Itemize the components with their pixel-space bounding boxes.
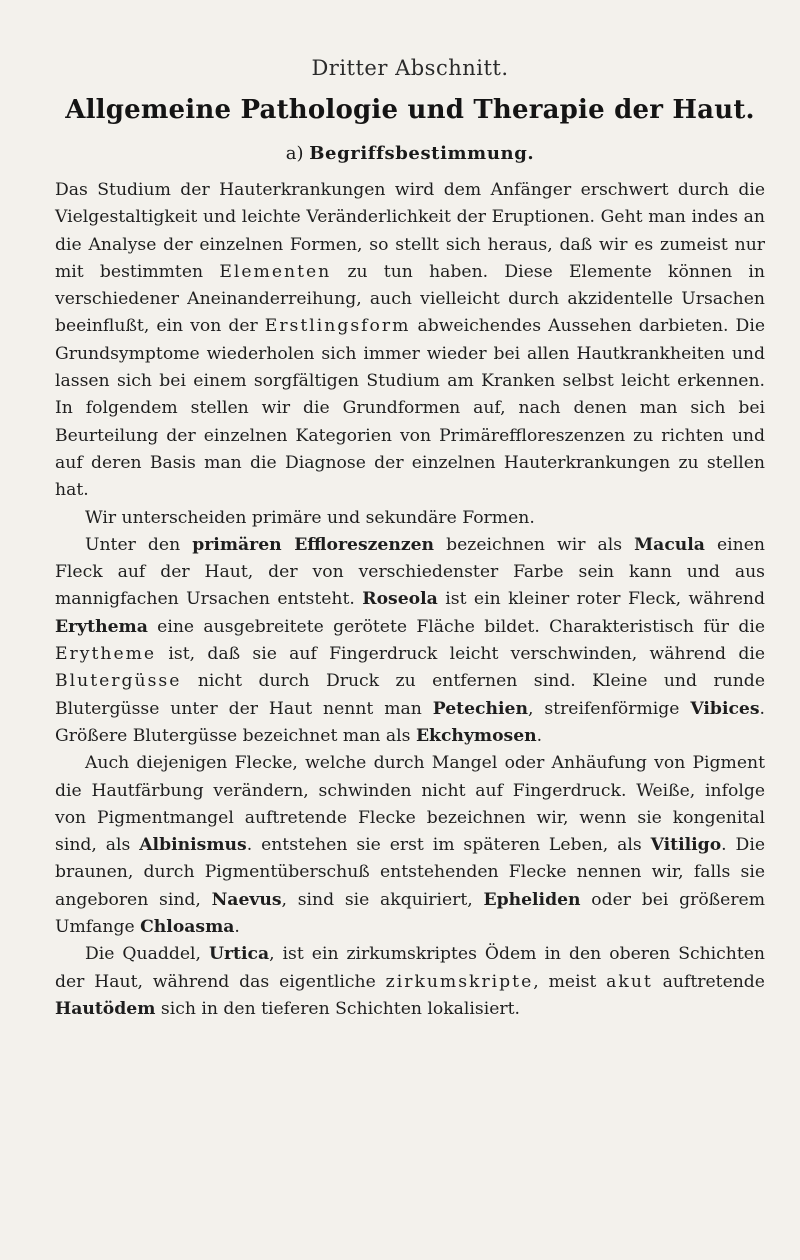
text-run: Wir unterscheiden primäre und sekundäre Formen. [85, 507, 535, 528]
term-bold: primären Effloreszenzen [192, 534, 435, 555]
paragraph [55, 750, 765, 941]
text-run: . Größere Blutergüsse bezeichnet man als [55, 698, 766, 746]
term-bold: Vitiligo [650, 835, 722, 856]
term-spaced: zirkumskripte [385, 971, 534, 992]
term-bold: Ekchymosen [415, 725, 537, 746]
text-run: Auch diejenigen Flecke, welche durch Mangel oder Anhäufung von Pigment die Hautfärbung verändern, schwinden nicht auf Fingerdruck. Weiße, infolge von Pigmentmangel auftretende Flecke bezeichnen wir, wenn sie kongenital sind, als [55, 753, 765, 856]
text-run: . Die braunen, durch Pigmentüberschuß entstehenden Flecke nennen wir, falls sie angeboren sind, [55, 835, 765, 910]
chapter-title: Allgemeine Pathologie und Therapie der Haut. [65, 95, 755, 125]
text-run: . entstehen sie erst im späteren Leben, als [246, 835, 651, 856]
text-run: auftretende [652, 971, 765, 992]
term-spaced: Blutergüsse [55, 671, 182, 692]
term-bold: Epheliden [483, 889, 581, 910]
section-label: a) [285, 143, 304, 164]
text-run: , streifenförmige [527, 698, 691, 719]
body-text [55, 177, 765, 1023]
text-run: nicht durch Druck zu entfernen sind. Kleine und runde Blutergüsse unter der Haut nennt man [55, 671, 765, 719]
text-run: einen Fleck auf der Haut, der von verschiedenster Farbe sein kann und aus mannigfachen Ursachen entsteht. [55, 534, 765, 610]
text-run: ist, daß sie auf Fingerdruck leicht verschwinden, während die [156, 644, 765, 665]
text-run: , ist ein zirkumskriptes Ödem in den oberen Schichten der Haut, während das eigentliche [55, 944, 766, 992]
text-run: . [234, 917, 240, 938]
term-bold: Roseola [362, 589, 438, 610]
text-run: eine ausgebreitete gerötete Fläche bildet. Charakteristisch für die [147, 616, 765, 637]
paragraph [55, 941, 765, 1023]
text-run: Das Studium der Hauterkrankungen wird dem Anfänger erschwert durch die Vielgestaltigkeit und leichte Veränderlichkeit der Eruptionen. Geht man indes an die Analyse der einzelnen Formen, so stellt sich heraus, daß wir es zumeist nur mit bestimmten [55, 180, 765, 282]
term-bold: Chloasma [140, 917, 235, 938]
text-run: . [536, 725, 543, 746]
term-bold: Petechien [432, 698, 528, 719]
text-run: oder bei größerem Umfange [55, 889, 765, 938]
text-run: Die Quaddel, [85, 944, 209, 965]
term-bold: Hautödem [55, 998, 156, 1019]
term-bold: Macula [634, 534, 705, 555]
section-title: Begriffsbestimmung. [309, 143, 535, 164]
term-bold: Naevus [211, 889, 282, 910]
term-bold: Erythema [55, 616, 148, 637]
text-run: sich in den tieferen Schichten lokalisiert. [155, 998, 520, 1019]
text-run: zu tun haben. Diese Elemente können in verschiedener Aneinanderreihung, auch vielleicht durch akzidentelle Ursachen beeinflußt, ein von der [55, 261, 765, 337]
text-run: , sind sie akquiriert, [281, 889, 484, 910]
term-bold: Albinismus [139, 835, 247, 856]
text-run: abweichendes Aussehen darbieten. Die Grundsymptome wiederholen sich immer wieder bei allen Hautkrankheiten und lassen sich bei einem sorgfältigen Studium am Kranken selbst leicht erkennen. In folgendem stellen wir die Grundformen auf, nach denen man sich bei Beurteilung der einzelnen Kategorien von Primäreffloreszenzen zu richten und auf deren Basis man die Diagnose der einzelnen Hauterkrankungen zu stellen hat. [55, 316, 766, 501]
text-run: bezeichnen wir als [434, 534, 635, 555]
section-heading [55, 143, 765, 164]
text-run: Unter den [85, 534, 193, 555]
term-spaced: Elementen [219, 261, 332, 282]
paragraph [55, 505, 765, 532]
term-spaced: Erstlingsform [264, 316, 411, 337]
term-spaced: akut [606, 971, 653, 992]
term-bold: Vibices [690, 698, 760, 719]
part-title: Dritter Abschnitt. [311, 56, 509, 80]
paragraph [55, 177, 765, 505]
term-bold: Urtica [208, 944, 270, 965]
term-spaced: Erytheme [55, 644, 157, 665]
text-run: , meist [533, 971, 607, 992]
paragraph [55, 532, 765, 750]
text-run: ist ein kleiner roter Fleck, während [437, 589, 765, 610]
